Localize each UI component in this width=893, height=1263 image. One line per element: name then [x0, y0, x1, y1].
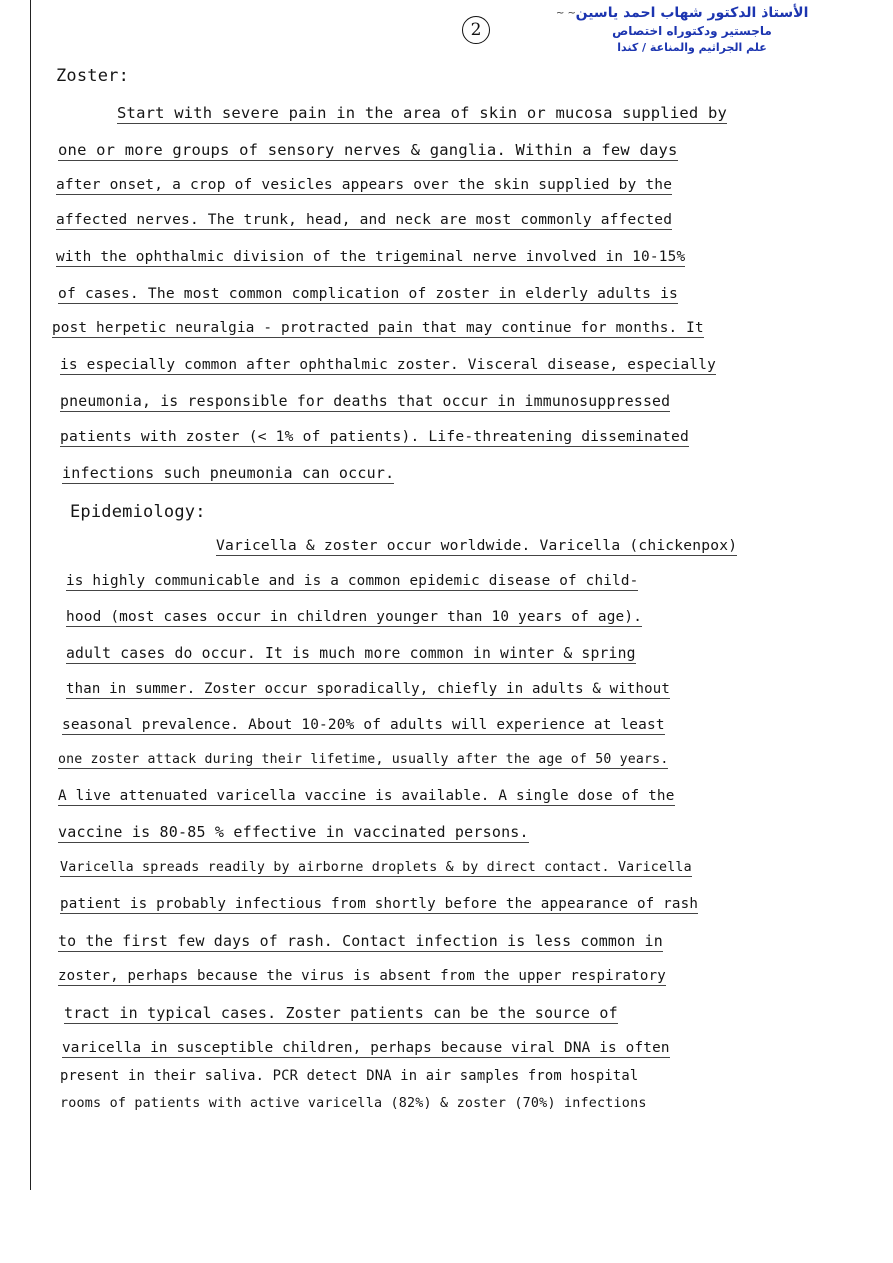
page-number: 2: [462, 16, 490, 44]
epidemiology-line: adult cases do occur. It is much more common in winter & spring: [66, 645, 636, 662]
zoster-line: Start with severe pain in the area of skin or mucosa supplied by: [117, 104, 728, 122]
epidemiology-line: to the first few days of rash. Contact infection is less common in: [58, 932, 663, 950]
zoster-line: post herpetic neuralgia - protracted pain that may continue for months. It: [52, 320, 704, 336]
epidemiology-line: zoster, perhaps because the virus is absent from the upper respiratory: [58, 968, 666, 984]
epidemiology-line: one zoster attack during their lifetime, usually after the age of 50 years.: [58, 752, 669, 767]
epidemiology-line: A live attenuated varicella vaccine is available. A single dose of the: [58, 788, 675, 804]
epidemiology-line: rooms of patients with active varicella (82%) & zoster (70%) infections: [60, 1096, 647, 1111]
epidemiology-line: present in their saliva. PCR detect DNA in air samples from hospital: [60, 1068, 639, 1084]
zoster-line: one or more groups of sensory nerves & ganglia. Within a few days: [58, 141, 678, 159]
epidemiology-line: Varicella & zoster occur worldwide. Varicella (chickenpox): [216, 537, 738, 554]
stamp-line-2: ماجستير ودكتوراه اختصاص: [612, 24, 772, 38]
epidemiology-line: seasonal prevalence. About 10-20% of adults will experience at least: [62, 717, 665, 733]
epidemiology-heading: Epidemiology:: [70, 502, 206, 522]
epidemiology-line: than in summer. Zoster occur sporadically, chiefly in adults & without: [66, 681, 671, 697]
zoster-heading: Zoster:: [56, 66, 130, 86]
epidemiology-line: tract in typical cases. Zoster patients can be the source of: [64, 1004, 618, 1022]
zoster-line: affected nerves. The trunk, head, and neck are most commonly affected: [56, 212, 673, 228]
epidemiology-line: is highly communicable and is a common epidemic disease of child-: [66, 573, 639, 589]
zoster-line: patients with zoster (< 1% of patients). Life-threatening disseminated: [60, 428, 690, 445]
stamp-line-3: علم الجراثيم والمناعة / كندا: [617, 41, 767, 54]
epidemiology-line: vaccine is 80-85 % effective in vaccinated persons.: [58, 823, 529, 841]
stamp-line-1: الأستاذ الدكتور شهاب احمد ياسين: [575, 5, 809, 21]
zoster-line: of cases. The most common complication of zoster in elderly adults is: [58, 285, 679, 302]
author-stamp: [572, 3, 812, 56]
epidemiology-line: hood (most cases occur in children younger than 10 years of age).: [66, 609, 643, 625]
zoster-line: with the ophthalmic division of the trigeminal nerve involved in 10-15%: [56, 249, 686, 265]
left-margin-line: [30, 0, 31, 1190]
header-mark: ~ ~: [556, 8, 576, 19]
zoster-line: after onset, a crop of vesicles appears over the skin supplied by the: [56, 177, 673, 193]
zoster-line: pneumonia, is responsible for deaths that occur in immunosuppressed: [60, 393, 671, 410]
epidemiology-line: varicella in susceptible children, perhaps because viral DNA is often: [62, 1040, 670, 1056]
epidemiology-line: patient is probably infectious from shortly before the appearance of rash: [60, 896, 699, 912]
zoster-line: infections such pneumonia can occur.: [62, 464, 395, 482]
epidemiology-line: Varicella spreads readily by airborne droplets & by direct contact. Varicella: [60, 860, 692, 875]
zoster-line: is especially common after ophthalmic zoster. Visceral disease, especially: [60, 357, 716, 373]
